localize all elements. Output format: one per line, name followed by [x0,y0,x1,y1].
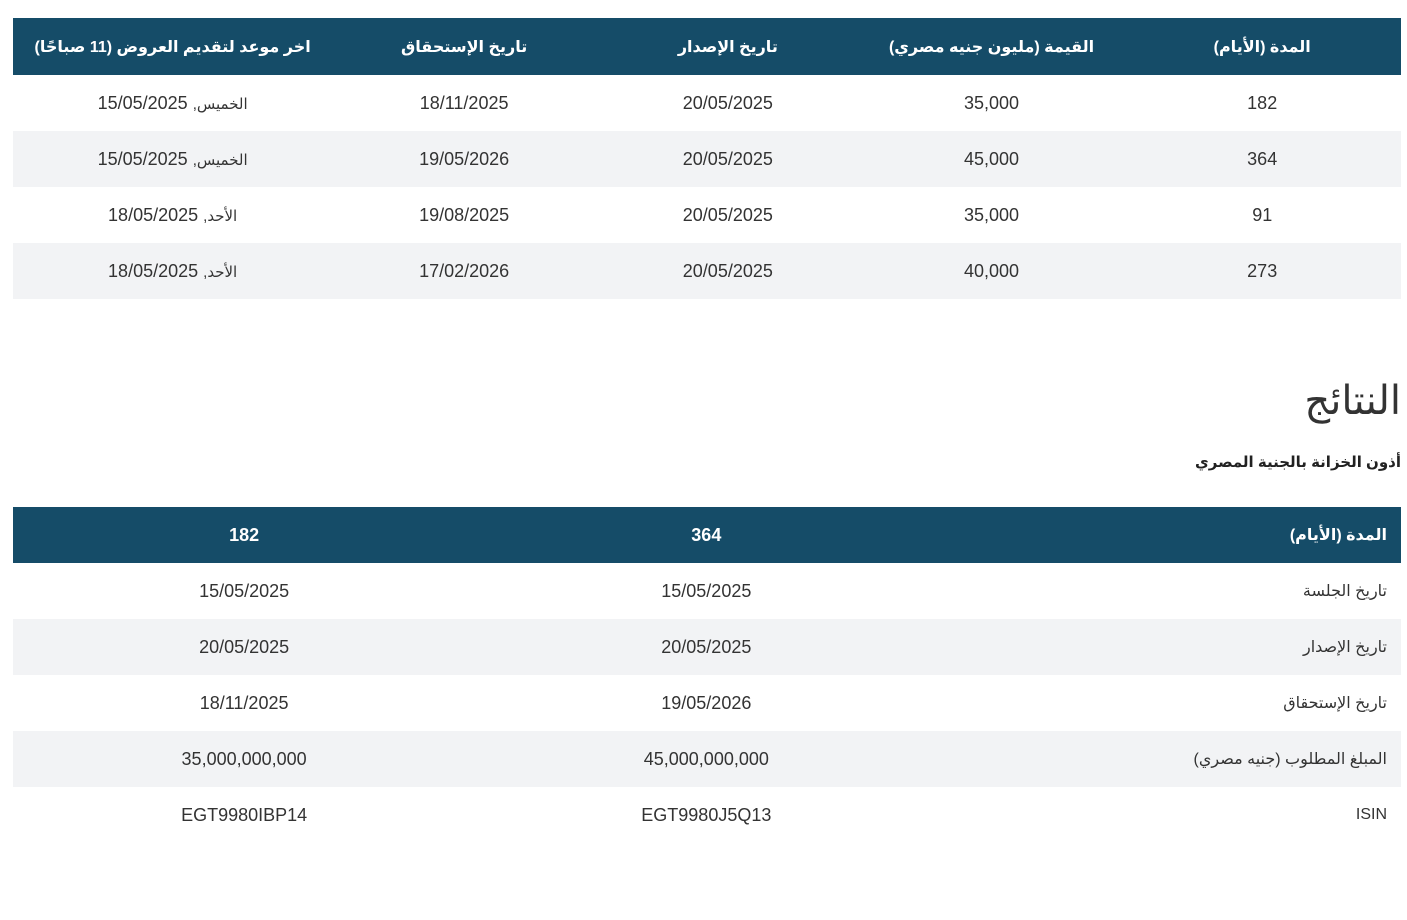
table-row [13,243,1401,299]
cell-value: 15/05/2025 [199,580,290,601]
header-issue-date: تاريخ الإصدار [596,18,860,75]
table-row [13,75,1401,131]
cell-bid-deadline [13,243,332,299]
cell-value: 19/05/2026 [661,692,752,713]
cell-maturity-date: 19/08/2025 [419,204,510,225]
cell-tenor: 91 [1252,204,1273,225]
row-label-isin: ISIN [1355,806,1387,823]
cell-value: 20/05/2025 [13,619,475,675]
cell-value: EGT9980IBP14 [181,804,308,825]
deadline-date: 15/05/2025 [97,92,188,113]
cell-maturity-date: 19/05/2026 [332,131,596,187]
deadline-day: الخميس, [192,151,248,169]
cell-issue-date: 20/05/2025 [682,204,773,225]
cell-value: 20/05/2025 [475,619,937,675]
deadline-day: الأحد, [203,207,238,225]
results-title: النتائج [1304,379,1401,423]
table-row [13,675,1401,731]
cell-tenor: 182 [1247,92,1278,113]
table-row [13,131,1401,187]
cell-tenor: 273 [1123,243,1401,299]
deadline-date: 18/05/2025 [108,260,199,281]
cell-amount: 35,000 [964,92,1020,113]
results-header-tenor-182: 182 [13,507,475,563]
cell-issue-date: 20/05/2025 [682,92,773,113]
results-header-row [13,507,1401,563]
header-bid-deadline: اخر موعد لتقديم العروض (11 صباحًا) [13,18,332,75]
cell-amount: 35,000 [964,204,1020,225]
header-tenor: المدة (الأيام) [1123,18,1401,75]
deadline-day: الأحد, [203,263,238,281]
row-label-issue-date: تاريخ الإصدار [937,619,1401,675]
cell-value: EGT9980J5Q13 [641,804,772,825]
table-row [13,731,1401,787]
deadline-date: 18/05/2025 [108,204,199,225]
table-row [13,619,1401,675]
deadline-day: الخميس, [192,95,248,113]
cell-maturity-date: 18/11/2025 [419,92,509,113]
header-maturity-date: تاريخ الإستحقاق [332,18,596,75]
table-row [13,187,1401,243]
cell-amount: 45,000 [860,131,1124,187]
auctions-table [13,18,1401,299]
cell-value: 18/11/2025 [199,692,289,713]
cell-bid-deadline [13,131,332,187]
cell-amount: 40,000 [860,243,1124,299]
cell-value: 15/05/2025 [661,580,752,601]
table-row [13,787,1401,843]
cell-issue-date: 20/05/2025 [596,131,860,187]
cell-maturity-date: 17/02/2026 [332,243,596,299]
cell-issue-date: 20/05/2025 [596,243,860,299]
row-label-maturity-date: تاريخ الإستحقاق [1283,695,1387,712]
row-label-requested-amount: المبلغ المطلوب (جنيه مصري) [937,731,1401,787]
cell-value: 35,000,000,000 [13,731,475,787]
results-table [13,507,1401,843]
results-subtitle: أذون الخزانة بالجنية المصري [1195,454,1401,471]
table-row [13,563,1401,619]
cell-tenor: 364 [1123,131,1401,187]
results-header-label: المدة (الأيام) [937,507,1401,563]
cell-bid-deadline [13,187,332,243]
cell-bid-deadline [13,75,332,131]
auctions-header-row [13,18,1401,75]
results-header-tenor-364: 364 [475,507,937,563]
header-amount: القيمة (مليون جنيه مصري) [860,18,1124,75]
deadline-date: 15/05/2025 [97,148,188,169]
cell-value: 45,000,000,000 [475,731,937,787]
row-label-session-date: تاريخ الجلسة [1302,583,1387,600]
